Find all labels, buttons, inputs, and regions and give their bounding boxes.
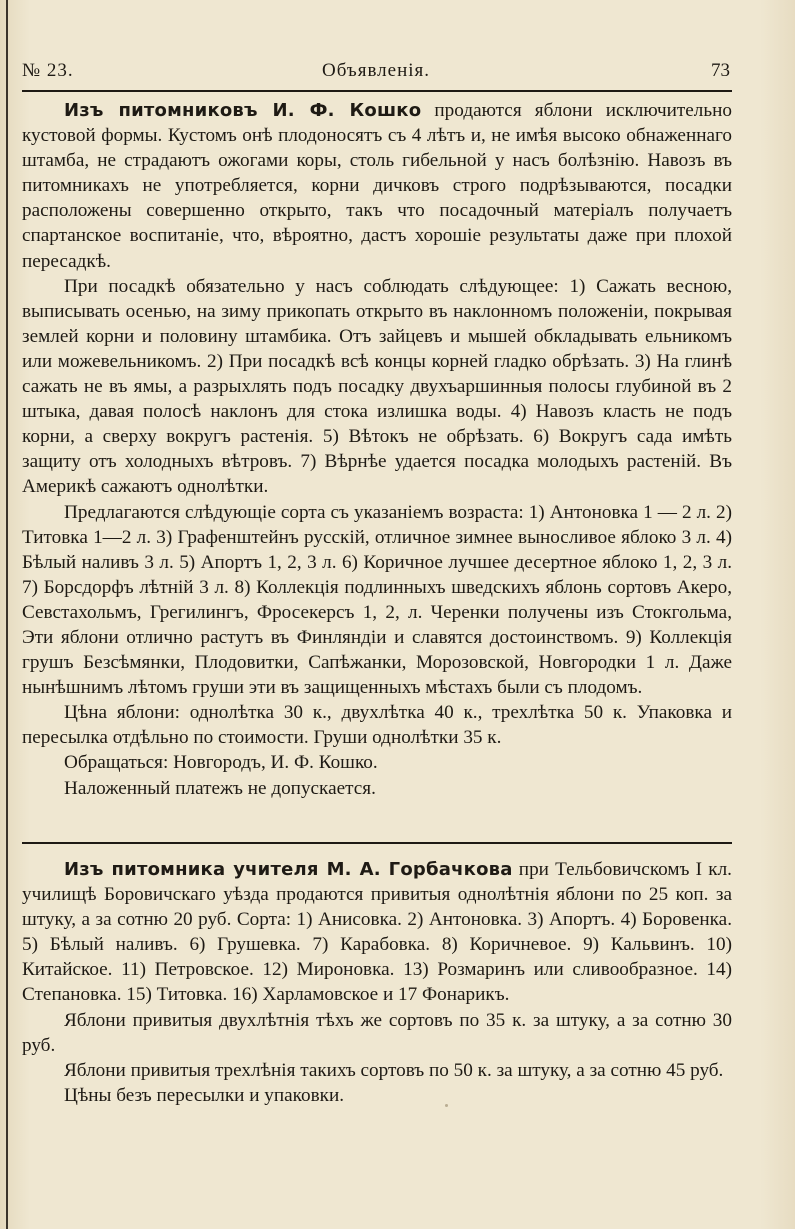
ad2-paragraph-4: Цѣны безъ пересылки и упаковки. — [64, 1084, 345, 1106]
ad2-paragraph-3: Яблони привитыя трехлѣнія такихъ сортовъ по 50 к. за штуку, а за сотню 45 руб. — [64, 1059, 724, 1081]
ad2-paragraph-1 — [22, 857, 732, 1008]
header-rule — [22, 90, 732, 92]
ad1-paragraph-5: Обращаться: Новгородъ, И. Ф. Кошко. — [64, 752, 378, 774]
ad1-lead: Изъ питомниковъ И. Ф. Кошко — [64, 100, 422, 121]
advertisement-koshko — [22, 98, 732, 801]
binding-edge — [6, 0, 8, 1229]
ad1-paragraph-6: Наложенный платежъ не допускается. — [64, 777, 376, 799]
section-title: Объявленія. — [321, 60, 431, 81]
page-number: 73 — [711, 60, 730, 81]
ad2-paragraph-2: Яблони привитыя двухлѣтнія тѣхъ же сортовъ по 35 к. за штуку, а за сотню 30 руб. — [22, 1009, 732, 1056]
ad2-paragraph-1-text: при Тельбовичскомъ I кл. училищѣ Боровичскаго уѣзда продаются привитыя однолѣтнія яблони по 25 коп. за штуку, а за сотню 20 руб. Сорта: 1) Анисовка. 2) Антоновка. 3) Апортъ. 4) Боровенка. 5) Бѣлый наливъ. 6) Грушевка. 7) Карабовка. 8) Коричневое. 9) Кальвинъ. 10) Китайское. 11) Петровское. 12) Мироновка. 13) Розмаринъ или сливообразное. 14) Степановка. 15) Титовка. 16) Харламовское и 17 Фонарикъ. — [22, 859, 732, 1006]
paper-speck — [445, 1104, 448, 1107]
page-header — [22, 58, 730, 86]
ad1-paragraph-2: При посадкѣ обязательно у насъ соблюдать слѣдующее: 1) Сажать весною, выписывать осенью, на зиму прикопать открыто въ наклонномъ положеніи, покрывая землей корни и половину штамбика. Отъ зайцевъ и мышей обкладывать ельникомъ или можевельникомъ. 2) При посадкѣ всѣ концы корней гладко обрѣзать. 3) На глинѣ сажать не въ ямы, а разрыхлять подъ посадку двухъаршинныя полосы глубиной въ 2 штыка, давая полосѣ наклонъ для стока излишка воды. 4) Навозъ класть не подъ корни, а сверху вокругъ растенія. 5) Вѣтокъ не обрѣзать. 6) Вокругъ сада имѣть защиту отъ холодныхъ вѣтровъ. 7) Вѣрнѣе удается посадка молодыхъ растеній. Въ Америкѣ сажаютъ однолѣтки. — [22, 275, 732, 498]
ad1-paragraph-1-text: продаются яблони исключительно кустовой формы. Кустомъ онѣ плодоносятъ съ 4 лѣтъ и, не имѣя высоко обнаженнаго штамба, не страдаютъ ожогами коры, столь гибельной у насъ болѣзнію. Навозъ въ питомникахъ не употребляется, корни дичковъ строго подрѣзываются, посадки расположены совершенно открыто, такъ что посадочный матеріалъ получаетъ спартанское воспитаніе, что, вѣроятно, дастъ хорошіе результаты даже при плохой пересадкѣ. — [22, 100, 732, 272]
section-divider — [22, 842, 732, 844]
ad2-lead: Изъ питомника учителя М. А. Горбачкова — [64, 859, 513, 880]
ad1-paragraph-1 — [22, 98, 732, 274]
issue-number: № 23. — [22, 60, 74, 81]
advertisement-gorbachkov — [22, 857, 732, 1108]
ad1-paragraph-3: Предлагаются слѣдующіе сорта съ указаніемъ возраста: 1) Антоновка 1 — 2 л. 2) Титовка 1—2 л. 3) Графенштейнъ русскій, отличное зимнее выносливое яблоко 3 л. 4) Бѣлый наливъ 3 л. 5) Апортъ 1, 2, 3 л. 6) Коричное лучшее десертное яблоко 1, 2, 3 л. 7) Борсдорфъ лѣтній 3 л. 8) Коллекція подлинныхъ шведскихъ яблонь сортовъ Акеро, Севстахольмъ, Грегилингъ, Фросекерсъ 1, 2, л. Черенки получены изъ Стокгольма, Эти яблони отлично растутъ въ Финляндіи и славятся достоинствомъ. 9) Коллекція грушъ Безсѣмянки, Плодовитки, Сапѣжанки, Морозовской, Новгородки 1 л. Даже нынѣшнимъ лѣтомъ груши эти въ защищенныхъ мѣстахъ были съ плодомъ. — [22, 501, 732, 699]
ad1-paragraph-4: Цѣна яблони: однолѣтка 30 к., двухлѣтка 40 к., трехлѣтка 50 к. Упаковка и пересылка отдѣльно по стоимости. Груши однолѣтки 35 к. — [22, 702, 732, 749]
